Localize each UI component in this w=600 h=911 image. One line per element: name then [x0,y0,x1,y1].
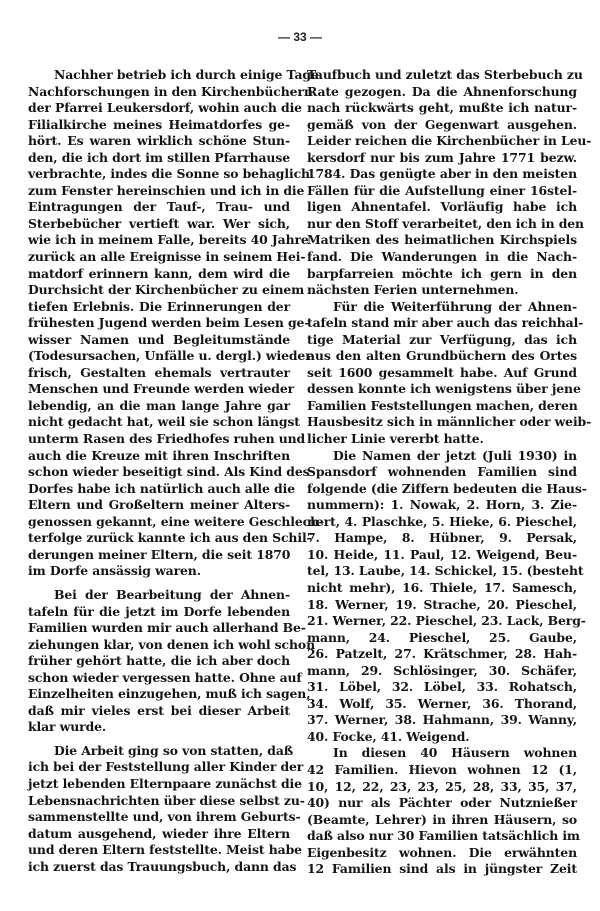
text-line: Familien wurden mir auch allerhand Be- [28,620,306,636]
text-line: und deren Eltern feststellte. Meist habe [28,842,302,858]
text-line: 1784. Das genügte aber in den meisten [307,166,577,182]
text-line: Eintragungen der Tauf-, Trau- und [28,199,290,215]
text-line: verbrachte, indes die Sonne so behaglich [28,166,310,182]
text-line: Taufbuch und zuletzt das Sterbebuch zu [307,67,583,82]
text-line: 21. Werner, 22. Pieschel, 23. Lack, Berg- [307,613,586,629]
text-line: Eigenbesitz wohnen. Die erwähnten [307,844,577,860]
text-line: (Todesursachen, Unfälle u. dergl.) wieder [28,348,312,364]
text-line: 34. Wolf, 35. Werner, 36. Thorand, [307,695,577,711]
text-line: nach rückwärts geht, mußte ich natur- [307,100,577,116]
text-line: ich bei der Feststellung aller Kinder der [28,759,304,775]
text-line: der Pfarrei Leukersdorf, wohin auch die [28,100,302,116]
left-column [28,67,325,875]
text-line: nummern): 1. Nowak, 2. Horn, 3. Zie- [307,497,577,513]
text-line: auch die Kreuze mit ihren Inschriften [28,447,290,463]
text-line: mann, 29. Schlösinger, 30. Schäfer, [307,662,577,678]
text-line: frühesten Jugend werden beim Lesen ge- [28,315,310,331]
text-line: nur den Stoff verarbeitet, den ich in den [307,215,584,231]
text-line: sammenstellte und, von ihrem Geburts- [28,809,301,825]
text-line: licher Linie vererbt hatte. [307,431,484,447]
text-line: fand. Die Wanderungen in die Nach- [307,249,577,265]
text-line: Die Arbeit ging so von statten, daß [54,742,294,758]
text-line: tige Material zur Verfügung, das ich [307,331,577,347]
paragraph [28,742,305,875]
text-line: 37. Werner, 38. Hahmann, 39. Wanny, [307,712,577,728]
text-line: nicht gedacht hat, weil sie schon längst [28,414,300,430]
text-line: Eltern und Großeltern meiner Alters- [28,497,290,513]
text-line: Dorfes habe ich natürlich auch alle die [28,480,295,496]
text-line: schon wieder vergessen hatte. Ohne auf [28,669,302,685]
paragraph [307,67,592,299]
text-line: zum Fenster hereinschien und ich in die [28,182,305,198]
paragraph-family-names [307,447,587,746]
text-line: datum ausgehend, wieder ihre Eltern [28,825,290,841]
paragraph [307,745,580,877]
text-line: 40) nur als Pächter oder Nutznießer [307,795,577,811]
text-line: ziehungen klar, von denen ich wohl schon [28,636,315,652]
paragraph-gap [28,736,290,743]
text-line: klar wurde. [28,719,107,735]
text-line: daß mir vieles erst bei dieser Arbeit [28,702,290,718]
text-line: hört. Es waren wirklich schöne Stun- [28,133,290,149]
text-line: jetzt lebenden Elternpaare zunächst die [28,775,302,791]
text-line: den, die ich dort im stillen Pfarrhause [28,149,290,165]
text-line: Nachher betrieb ich durch einige Tage [54,67,319,82]
text-line: folgende (die Ziffern bedeuten die Haus- [307,480,587,496]
paragraph [307,298,592,448]
text-line: matdorf erinnern kann, dem wird die [28,265,290,281]
text-line: Bei der Bearbeitung der Ahnen- [54,586,290,602]
text-line: kersdorf nur bis zum Jahre 1771 bezw. [307,149,577,165]
text-line: Für die Weiterführung der Ahnen- [333,298,577,314]
paragraph-gap [28,580,290,587]
text-line: Leider reichen die Kirchenbücher in Leu- [307,133,592,149]
text-line: 18. Werner, 19. Strache, 20. Pieschel, [307,596,577,612]
text-line: tiefen Erlebnis. Die Erinnerungen der [28,298,290,314]
text-line: mann, 24. Pieschel, 25. Gaube, [307,629,577,645]
text-line: im Dorfe ansässig waren. [28,563,201,579]
text-line: ich zuerst das Trauungsbuch, dann das [28,858,297,874]
text-line: Menschen und Freunde werden wieder [28,381,295,397]
text-line: Filialkirche meines Heimatdorfes ge- [28,116,290,132]
text-line: Lebensnachrichten über diese selbst zu- [28,792,305,808]
text-line: Die Namen der jetzt (Juli 1930) in [333,447,577,463]
text-line: wie ich in meinem Falle, bereits 40 Jahre [28,232,309,248]
text-line: wisser Namen und Begleitumstände [28,331,290,347]
text-line: nicht mehr), 16. Thiele, 17. Samesch, [307,579,577,595]
text-line: früher gehört hatte, die ich aber doch [28,653,290,669]
text-line: (Beamte, Lehrer) in ihren Häusern, so [307,811,577,827]
text-line: Einzelheiten einzugehen, muß ich sagen, [28,686,311,702]
text-line: Matriken des heimatlichen Kirchspiels [307,232,577,248]
text-line: nächsten Ferien unternehmen. [307,282,519,298]
paragraph [28,67,325,580]
text-line: terfolge zurück kannte ich aus den Schil- [28,530,312,546]
text-line: Sterbebücher vertieft war. Wer sich, [28,215,290,231]
text-line: unterm Rasen des Friedhofes ruhen und [28,431,306,447]
text-line: 42 Familien. Hievon wohnen 12 (1, [307,761,577,777]
text-line: In diesen 40 Häusern wohnen [333,745,577,761]
text-line: 40. Focke, 41. Weigend. [307,728,470,744]
text-line: frisch, Gestalten ehemals vertrauter [28,364,290,380]
text-line: nert, 4. Plaschke, 5. Hieke, 6. Pieschel, [307,513,577,529]
text-line: lebendig, an die man lange Jahre gar [28,397,290,413]
text-line: Hausbesitz sich in männlicher oder weib- [307,414,592,430]
right-column [307,67,592,878]
text-line: barpfarreien möchte ich gern in den [307,265,577,281]
text-line: Spansdorf wohnenden Familien sind [307,464,577,480]
text-line: 10. Heide, 11. Paul, 12. Weigend, Beu- [307,546,577,562]
text-line: Familien Feststellungen machen, deren [307,397,578,413]
text-line: tafeln stand mir aber auch das reichhal- [307,315,584,331]
text-line: zurück an alle Ereignisse in seinem Hei- [28,249,306,265]
text-line: gemäß von der Gegenwart ausgehen. [307,116,577,132]
text-line: derungen meiner Eltern, die seit 1870 [28,546,291,562]
text-line: genossen gekannt, eine weitere Geschlech- [28,513,325,529]
text-line: Rate gezogen. Da die Ahnenforschung [307,83,577,99]
page-number: — 33 — [277,30,322,44]
text-line: Fällen für die Aufstellung einer 16stel- [307,182,577,198]
text-line: aus den alten Grundbüchern des Ortes [307,348,577,364]
text-line: Nachforschungen in den Kirchenbüchern [28,83,313,99]
text-line: tafeln für die jetzt im Dorfe lebenden [28,603,290,619]
text-line: schon wieder beseitigt sind. Als Kind des [28,464,310,480]
text-line: ligen Ahnentafel. Vorläufig habe ich [307,199,577,215]
text-line: seit 1600 gesammelt habe. Auf Grund [307,364,577,380]
text-line: 31. Löbel, 32. Löbel, 33. Rohatsch, [307,679,577,695]
paragraph [28,586,315,736]
text-line: 7. Hampe, 8. Hübner, 9. Persak, [307,530,577,546]
text-line: 10, 12, 22, 23, 23, 25, 28, 33, 35, 37, [307,778,577,794]
text-line: 12 Familien sind als in jüngster Zeit [307,861,577,877]
text-line: dessen konnte ich wenigstens über jene [307,381,581,397]
text-line: Durchsicht der Kirchenbücher zu einem [28,282,305,298]
text-line: 26. Patzelt, 27. Krätschmer, 28. Hah- [307,646,577,662]
text-line: daß also nur 30 Familien tatsächlich im [307,828,580,844]
text-line: tel, 13. Laube, 14. Schickel, 15. (besteht [307,563,584,579]
